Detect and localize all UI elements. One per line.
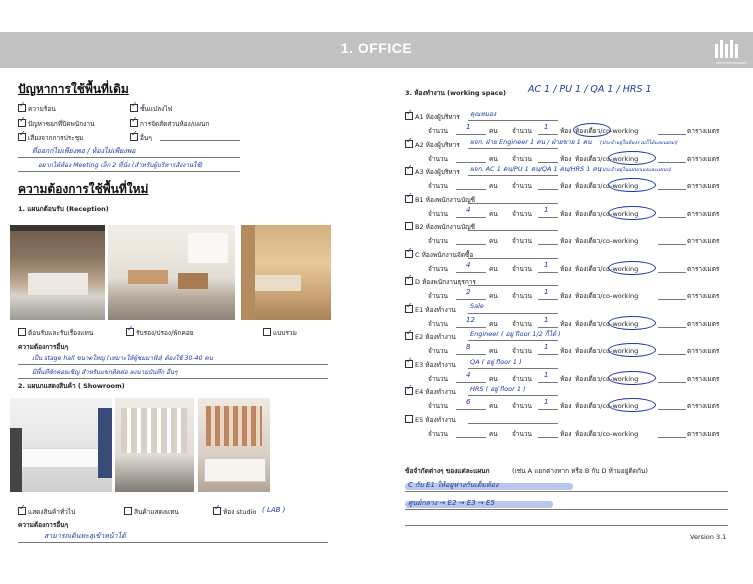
showroom-option-1[interactable]: ✓แสดงสินค้าทั่วไป — [18, 507, 75, 517]
room-label[interactable] — [405, 250, 473, 260]
sqm-unit: ตารางเมตร — [687, 292, 720, 300]
version-label: Version 3.1 — [690, 533, 727, 541]
room-label[interactable] — [405, 140, 460, 150]
reception-note-2: มีพื้นที่พักคอยเชิญ สำหรับแขกติดต่อ ลงนามบันทึก อื่นๆ — [32, 369, 178, 376]
problem-other[interactable]: ✓อื่นๆ — [130, 133, 152, 143]
header-band — [0, 32, 753, 68]
showroom-lab-note: ( LAB ) — [262, 506, 286, 514]
underline — [456, 354, 486, 355]
people-count: 4 — [466, 206, 471, 214]
person-unit: คน — [489, 155, 498, 163]
room-note: ผจก. AC 1 คน/PU 1 คน/QA 1 คน/HRS 1 คน — [470, 165, 602, 173]
room-type[interactable]: ห้องเดี่ยว/co-working — [575, 237, 639, 245]
underline — [468, 368, 558, 369]
working-space-note: AC 1 / PU 1 / QA 1 / HRS 1 — [528, 84, 652, 95]
checkbox[interactable] — [405, 360, 413, 368]
checkbox[interactable] — [18, 328, 26, 336]
people-count: 6 — [466, 398, 471, 406]
room-type[interactable]: ห้องเดี่ยว/co-working — [575, 430, 639, 438]
reception-photo-3 — [241, 225, 331, 320]
room-type[interactable]: ห้องเดี่ยว/co-working — [575, 210, 639, 218]
room-unit: ห้อง — [560, 265, 572, 273]
qty-label: จำนวน — [512, 430, 532, 438]
underline — [468, 230, 558, 231]
room-label[interactable] — [405, 305, 456, 315]
room-note: HRS ( อยู่ floor 1 ) — [470, 385, 526, 393]
sqm-unit: ตารางเมตร — [687, 402, 720, 410]
room-type[interactable]: ห้องเดี่ยว/co-working — [575, 402, 639, 410]
underline — [18, 378, 328, 379]
underline — [468, 340, 558, 341]
room-remark: (ประจำอยู่ในห้องรวมก็ได้และแผนก) — [600, 140, 678, 146]
qty-label: จำนวน — [512, 265, 532, 273]
underline — [538, 299, 558, 300]
room-count: 1 — [544, 206, 549, 214]
underline — [160, 140, 240, 141]
room-count: 1 — [544, 123, 549, 131]
room-name: D ห้องพนักงานธุรการ — [415, 278, 476, 286]
room-unit: ห้อง — [560, 210, 572, 218]
underline — [658, 299, 686, 300]
circle-mark — [608, 151, 656, 165]
person-unit: คน — [489, 402, 498, 410]
underline — [456, 437, 486, 438]
underline — [538, 189, 558, 190]
room-note: QA ( อยู่ floor 1 ) — [470, 358, 522, 366]
underline — [658, 244, 686, 245]
sqm-unit: ตารางเมตร — [687, 127, 720, 135]
qty-label: จำนวน — [512, 155, 532, 163]
person-unit: คน — [489, 320, 498, 328]
sqm-unit: ตารางเมตร — [687, 237, 720, 245]
underline — [468, 175, 558, 176]
problems-note-2: อยากได้ห้อง Meeting เล็ก 2 ที่นั่ง (สำหรับผู้บริหารสั่งงานใช้) — [38, 162, 203, 169]
showroom-photo-2 — [115, 398, 194, 492]
qty-label: จำนวน — [512, 182, 532, 190]
showroom-title: 2. แผนกแสดงสินค้า ( Showroom) — [18, 382, 125, 390]
sqm-unit: ตารางเมตร — [687, 430, 720, 438]
checkbox[interactable] — [18, 507, 26, 515]
room-unit: ห้อง — [560, 375, 572, 383]
room-name: E2 ห้องทำงาน — [415, 333, 456, 341]
room-count: 1 — [544, 288, 549, 296]
room-name: B2 ห้องพนักงานบัญชี — [415, 223, 476, 231]
room-type[interactable]: ห้องเดี่ยว/co-working — [575, 347, 639, 355]
constraints-title: ข้อจำกัดต่างๆ ของแต่ละแผนก — [405, 467, 490, 475]
qty-label: จำนวน — [512, 347, 532, 355]
qty-label: จำนวน — [428, 210, 448, 218]
room-type[interactable]: ห้องเดี่ยว/co-working — [575, 320, 639, 328]
underline — [405, 509, 728, 510]
underline — [456, 244, 486, 245]
underline — [468, 120, 558, 121]
underline — [456, 217, 486, 218]
person-unit: คน — [489, 210, 498, 218]
sqm-unit: ตารางเมตร — [687, 320, 720, 328]
person-unit: คน — [489, 430, 498, 438]
checkbox[interactable] — [405, 250, 413, 258]
underline — [538, 272, 558, 273]
room-type[interactable]: ห้องเดี่ยว/co-working — [575, 265, 639, 273]
reception-option-2[interactable]: ✓ รับรอง/ปรอง/พักคอย — [126, 328, 194, 338]
problems-title: ปัญหาการใช้พื้นที่เดิม — [18, 82, 129, 96]
underline — [658, 134, 686, 135]
problem-heat[interactable]: ✓ความร้อน — [18, 104, 56, 114]
checkbox[interactable] — [18, 119, 26, 127]
needs-title: ความต้องการใช้พื้นที่ใหม่ — [18, 182, 149, 196]
room-label[interactable] — [405, 415, 456, 425]
problems-note-1: ที่ออกก่ไม่เพียงพอ / ห้องไม่เพียงพอ — [32, 147, 136, 155]
sqm-unit: ตารางเมตร — [687, 375, 720, 383]
room-label[interactable] — [405, 195, 475, 205]
room-name: A2 ห้องผู้บริหาร — [415, 141, 460, 149]
showroom-note: สามารถเดินทะลุเข้าหน้าได้ — [44, 532, 126, 540]
underline — [405, 491, 728, 492]
underline — [538, 354, 558, 355]
person-unit: คน — [489, 347, 498, 355]
checkbox[interactable] — [405, 195, 413, 203]
person-unit: คน — [489, 127, 498, 135]
room-name: A3 ห้องผู้บริหาร — [415, 168, 460, 176]
underline — [468, 203, 558, 204]
people-count: 8 — [466, 343, 471, 351]
underline — [538, 437, 558, 438]
qty-label: จำนวน — [428, 182, 448, 190]
room-unit: ห้อง — [560, 347, 572, 355]
people-count: 4 — [466, 261, 471, 269]
qty-label: จำนวน — [512, 375, 532, 383]
reception-other-label: ความต้องการอื่นๆ — [18, 343, 69, 351]
room-unit: ห้อง — [560, 430, 572, 438]
underline — [658, 162, 686, 163]
checkbox[interactable] — [130, 104, 138, 112]
room-name: A1 ห้องผู้บริหาร — [415, 113, 460, 121]
room-type[interactable]: ห้องเดี่ยว/co-working — [575, 155, 639, 163]
underline — [538, 134, 558, 135]
room-label[interactable] — [405, 222, 475, 232]
sqm-unit: ตารางเมตร — [687, 182, 720, 190]
problem-layout[interactable]: ✓การจัดสัดส่วนห้อง/แผนก — [130, 119, 209, 129]
qty-label: จำนวน — [428, 265, 448, 273]
room-count: 1 — [544, 398, 549, 406]
qty-label: จำนวน — [512, 402, 532, 410]
qty-label: จำนวน — [512, 237, 532, 245]
person-unit: คน — [489, 237, 498, 245]
qty-label: จำนวน — [428, 292, 448, 300]
reception-photo-1 — [10, 225, 105, 320]
room-type[interactable]: ห้องเดี่ยว/co-working — [575, 182, 639, 190]
circle-mark — [608, 261, 656, 275]
underline — [456, 134, 486, 135]
reception-option-1[interactable]: ต้อนรับและรับเรื่องแทน — [18, 328, 93, 338]
checkbox[interactable] — [405, 167, 413, 175]
underline — [468, 313, 558, 314]
circle-mark — [608, 343, 656, 357]
qty-label: จำนวน — [428, 347, 448, 355]
qty-label: จำนวน — [428, 155, 448, 163]
qty-label: จำนวน — [428, 237, 448, 245]
room-label[interactable] — [405, 277, 476, 287]
underline — [468, 148, 558, 149]
room-unit: ห้อง — [560, 127, 572, 135]
underline — [18, 171, 240, 172]
underline — [405, 525, 728, 526]
person-unit: คน — [489, 182, 498, 190]
person-unit: คน — [489, 292, 498, 300]
checkbox[interactable] — [405, 112, 413, 120]
room-name: E3 ห้องทำงาน — [415, 361, 456, 369]
room-label[interactable] — [405, 360, 456, 370]
room-name: E4 ห้องทำงาน — [415, 388, 456, 396]
room-label[interactable] — [405, 112, 460, 122]
underline — [658, 409, 686, 410]
showroom-photo-3 — [198, 398, 270, 492]
showroom-option-3[interactable]: ✓ ห้อง studio — [213, 507, 256, 517]
room-name: C ห้องพนักงานจัดซื้อ — [415, 251, 474, 259]
checkbox[interactable] — [405, 222, 413, 230]
underline — [18, 542, 328, 543]
underline — [456, 272, 486, 273]
checkbox[interactable] — [126, 328, 134, 336]
qty-label: จำนวน — [512, 210, 532, 218]
underline — [658, 327, 686, 328]
people-count: 4 — [466, 371, 471, 379]
room-unit: ห้อง — [560, 155, 572, 163]
underline — [468, 395, 558, 396]
underline — [658, 189, 686, 190]
underline — [456, 382, 486, 383]
checkbox[interactable] — [405, 277, 413, 285]
underline — [468, 285, 558, 286]
underline — [456, 189, 486, 190]
room-name: B1 ห้องพนักงานบัญชี — [415, 196, 476, 204]
showroom-option-2[interactable]: สินค้าแสดงแทน — [124, 507, 179, 517]
room-count: 1 — [544, 261, 549, 269]
qty-label: จำนวน — [428, 375, 448, 383]
reception-option-3[interactable]: แบบรวม — [263, 328, 297, 338]
reception-photo-2 — [108, 225, 235, 320]
qty-label: จำนวน — [512, 127, 532, 135]
underline — [456, 409, 486, 410]
room-unit: ห้อง — [560, 237, 572, 245]
showroom-photo-1 — [10, 398, 112, 492]
qty-label: จำนวน — [428, 430, 448, 438]
room-unit: ห้อง — [560, 182, 572, 190]
room-count: 1 — [544, 343, 549, 351]
underline — [538, 409, 558, 410]
room-label[interactable] — [405, 332, 456, 342]
constraint-1: C กับ E1 ให้อยู่ห่างกันเต็มห้อง — [408, 481, 499, 489]
underline — [658, 354, 686, 355]
circle-mark — [608, 398, 656, 412]
underline — [456, 162, 486, 163]
constraints-example: (เช่น A แยกต่างหาก หรือ B กับ D ห้ามอยู่ติดกัน) — [512, 467, 648, 475]
problem-power[interactable]: ✓ชั้นแปลงไฟ — [130, 104, 172, 114]
people-count: 2 — [466, 288, 471, 296]
room-note: Engineer ( อยู่ floor 1/2 ก็ได้ ) — [470, 330, 561, 338]
underline — [538, 327, 558, 328]
people-count: 12 — [466, 316, 475, 324]
underline — [658, 217, 686, 218]
checkbox[interactable] — [130, 119, 138, 127]
checkbox[interactable] — [213, 507, 221, 515]
room-count: 1 — [544, 371, 549, 379]
underline — [468, 258, 558, 259]
working-space-title: 3. ห้องทำงาน (working space) — [405, 89, 506, 97]
room-note: ผจก. ฝ่าย Engineer 1 คน / ฝ่ายขาย 1 คน — [470, 138, 592, 146]
sqm-unit: ตารางเมตร — [687, 347, 720, 355]
person-unit: คน — [489, 375, 498, 383]
checkbox[interactable] — [263, 328, 271, 336]
underline — [538, 217, 558, 218]
circle-mark — [608, 206, 656, 220]
sqm-unit: ตารางเมตร — [687, 210, 720, 218]
room-count: 1 — [544, 316, 549, 324]
room-note: Sale — [470, 302, 484, 310]
problem-noise[interactable]: ✓เสียงจากการประชุม — [18, 133, 83, 143]
qty-label: จำนวน — [512, 292, 532, 300]
qty-label: จำนวน — [428, 402, 448, 410]
checkbox[interactable] — [18, 104, 26, 112]
people-count: 1 — [466, 123, 471, 131]
room-name: E1 ห้องทำงาน — [415, 306, 456, 314]
logo-text: EIGHT ENTERPRISES — [716, 61, 747, 65]
checkbox[interactable] — [405, 140, 413, 148]
underline — [658, 272, 686, 273]
underline — [538, 162, 558, 163]
underline — [456, 299, 486, 300]
room-name: E5 ห้องทำงาน — [415, 416, 456, 424]
room-type[interactable]: ห้องเดี่ยว/co-working — [575, 375, 639, 383]
underline — [456, 327, 486, 328]
room-unit: ห้อง — [560, 402, 572, 410]
room-remark: (ประจำอยู่ในแผนกเองและแผนก) — [600, 167, 672, 173]
underline — [658, 382, 686, 383]
room-note: คุณหมอง — [470, 110, 497, 118]
circle-mark — [608, 316, 656, 330]
constraint-2: ศูนย์กลาง → E2 → E3 → E5 — [408, 499, 495, 507]
checkbox[interactable] — [405, 415, 413, 423]
qty-label: จำนวน — [512, 320, 532, 328]
checkbox[interactable] — [405, 387, 413, 395]
checkbox[interactable] — [405, 332, 413, 340]
checkbox[interactable] — [405, 305, 413, 313]
problem-staff[interactable]: ✓ปัญหาซอกที่ปิดพนักงาน — [18, 119, 94, 129]
circle-mark — [573, 123, 611, 137]
room-unit: ห้อง — [560, 292, 572, 300]
underline — [658, 437, 686, 438]
room-type[interactable]: ห้องเดี่ยว/co-working — [575, 292, 639, 300]
underline — [538, 382, 558, 383]
company-logo-icon — [715, 38, 741, 62]
room-label[interactable] — [405, 387, 456, 397]
room-label[interactable] — [405, 167, 460, 177]
checkbox[interactable] — [130, 133, 138, 141]
checkbox[interactable] — [18, 133, 26, 141]
qty-label: จำนวน — [428, 127, 448, 135]
sqm-unit: ตารางเมตร — [687, 265, 720, 273]
page-title: 1. OFFICE — [340, 40, 413, 56]
reception-title: 1. แผนกต้อนรับ (Reception) — [18, 205, 109, 213]
checkbox[interactable] — [124, 507, 132, 515]
sqm-unit: ตารางเมตร — [687, 155, 720, 163]
room-type[interactable]: ห้องเดี่ยว/co-working — [575, 127, 639, 135]
underline — [18, 157, 240, 158]
underline — [538, 244, 558, 245]
circle-mark — [608, 178, 656, 192]
underline — [18, 364, 328, 365]
person-unit: คน — [489, 265, 498, 273]
room-unit: ห้อง — [560, 320, 572, 328]
reception-note-1: เป็น stage hall ขนาดใหญ่ (เหมาะให้ผู้ชมมาฟัง) ต้องใช้ 30-40 คน — [32, 355, 213, 362]
showroom-other-label: ความต้องการอื่นๆ — [18, 521, 69, 529]
underline — [468, 423, 558, 424]
circle-mark — [608, 371, 656, 385]
qty-label: จำนวน — [428, 320, 448, 328]
